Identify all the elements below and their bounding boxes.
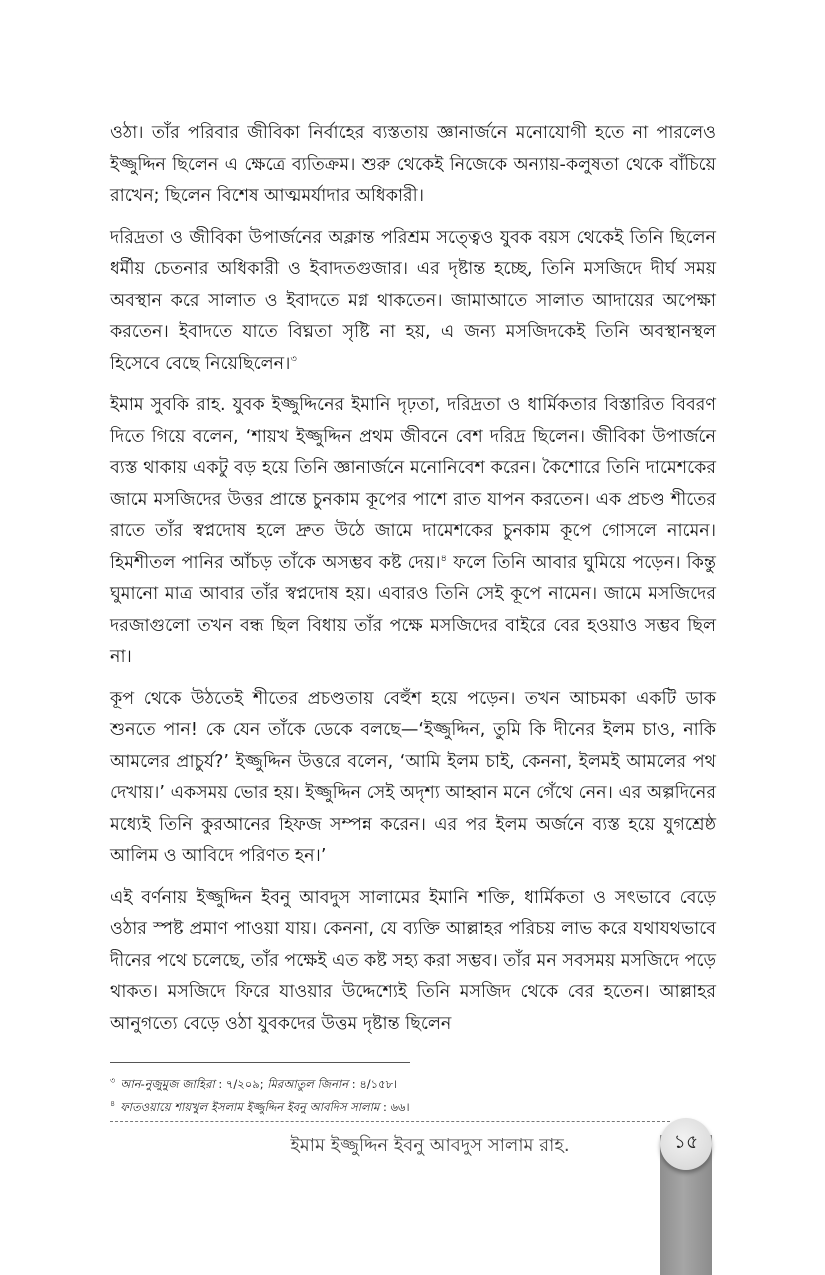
- paragraph-5: এই বর্ণনায় ইজ্জুদ্দিন ইবনু আবদুস সালামের ইমানি শক্তি, ধার্মিকতা ও সৎভাবে বেড়ে ওঠার স্পষ্ট প্রমাণ পাওয়া যায়। কেননা, যে ব্যক্তি আল্লাহর পরিচয় লাভ করে যথাযথভাবে দীনের পথে চলেছে, তাঁর পক্ষেই এত কষ্ট সহ্য করা সম্ভব। তাঁর মন সবসময় মসজিদে পড়ে থাকত। মসজিদে ফিরে যাওয়ার উদ্দেশ্যেই তিনি মসজিদ থেকে বের হতেন। আল্লাহর আনুগত্যে বেড়ে ওঠা যুবকদের উত্তম দৃষ্টান্ত ছিলেন: [110, 887, 716, 1034]
- paragraph-3: ইমাম সুবকি রাহ. যুবক ইজ্জুদ্দিনের ইমানি দৃঢ়তা, দরিদ্রতা ও ধার্মিকতার বিস্তারিত বিবরণ দিতে গিয়ে বলেন, ‘শায়খ ইজ্জুদ্দিন প্রথম জীবনে বেশ দরিদ্র ছিলেন। জীবিকা উপার্জনে ব্যস্ত থাকায় একটু বড় হয়ে তিনি জ্ঞানার্জনে মনোনিবেশ করেন। কৈশোরে তিনি দামেশকের জামে মসজিদের উত্তর প্রান্তে চুনকাম কূপের পাশে রাত যাপন করতেন। এক প্রচণ্ড শীতের রাতে তাঁর স্বপ্নদোষ হলে দ্রুত উঠে জামে দামেশকের চুনকাম কূপে গোসলে নামেন। হিমশীতল পানির আঁচড় তাঁকে অসম্ভব কষ্ট দেয়।$^৪$ ফলে তিনি আবার ঘুমিয়ে পড়েন। কিন্তু ঘুমানো মাত্র আবার তাঁর স্বপ্নদোষ হয়। এবারও তিনি সেই কূপে নামেন। জামে মসজিদের দরজাগুলো তখন বন্ধ ছিল বিধায় তাঁর পক্ষে মসজিদের বাইরে বের হওয়াও সম্ভব ছিল না।: [110, 395, 716, 667]
- page-number: ১৫: [660, 1118, 712, 1170]
- page-body: [110, 118, 716, 1050]
- footer-separator: [110, 1121, 670, 1122]
- paragraph-2: দরিদ্রতা ও জীবিকা উপার্জনের অক্লান্ত পরিশ্রম সত্ত্বেও যুবক বয়স থেকেই তিনি ছিলেন ধর্মীয় চেতনার অধিকারী ও ইবাদতগুজার। এর দৃষ্টান্ত হচ্ছে, তিনি মসজিদে দীর্ঘ সময় অবস্থান করে সালাত ও ইবাদতে মগ্ন থাকতেন। জামাআতে সালাত আদায়ের অপেক্ষা করতেন। ইবাদতে যাতে বিঘ্নতা সৃষ্টি না হয়, এ জন্য মসজিদকেই তিনি অবস্থানস্থল হিসেবে বেছে নিয়েছিলেন।$^৩$: [110, 227, 716, 374]
- footnote-3: $^৩$ আন-নুজুমুজ জাহিরা : ৭/২০৯; মিরআতুল জিনান : ৪/১৫৮।: [110, 1076, 398, 1091]
- footnote-4: $^৪$ ফাতওয়ায়ে শায়খুল ইসলাম ইজ্জুদ্দিন ইবনু আবদিস সালাম : ৬৬।: [110, 1098, 410, 1114]
- footnote-ref-3[interactable]: ৩: [290, 353, 297, 365]
- paragraph-4: কূপ থেকে উঠতেই শীতের প্রচণ্ডতায় বেহুঁশ হয়ে পড়েন। তখন আচমকা একটি ডাক শুনতে পান! কে যেন তাঁকে ডেকে বলছে—‘ইজ্জুদ্দিন, তুমি কি দীনের ইলম চাও, নাকি আমলের প্রাচুর্য?’ ইজ্জুদ্দিন উত্তরে বলেন, ‘আমি ইলম চাই, কেননা, ইলমই আমলের পথ দেখায়।’ একসময় ভোর হয়। ইজ্জুদ্দিন সেই অদৃশ্য আহ্বান মনে গেঁথে নেন। এর অল্পদিনের মধ্যেই তিনি কুরআনের হিফজ সম্পন্ন করেন। এর পর ইলম অর্জনে ব্যস্ত হয়ে যুগশ্রেষ্ঠ আলিম ও আবিদে পরিণত হন।’: [110, 688, 716, 866]
- running-title: ইমাম ইজ্জুদ্দিন ইবনু আবদুস সালাম রাহ.: [290, 1135, 570, 1156]
- footnotes: [110, 1071, 716, 1117]
- footnote-ref-4[interactable]: ৪: [440, 552, 448, 564]
- paragraph-1: ওঠা। তাঁর পরিবার জীবিকা নির্বাহের ব্যস্ততায় জ্ঞানার্জনে মনোযোগী হতে না পারলেও ইজ্জুদ্দিন ছিলেন এ ক্ষেত্রে ব্যতিক্রম। শুরু থেকেই নিজেকে অন্যায়-কলুষতা থেকে বাঁচিয়ে রাখেন; ছিলেন বিশেষ আত্মমর্যাদার অধিকারী।: [110, 123, 716, 206]
- footnote-divider: [110, 1062, 410, 1063]
